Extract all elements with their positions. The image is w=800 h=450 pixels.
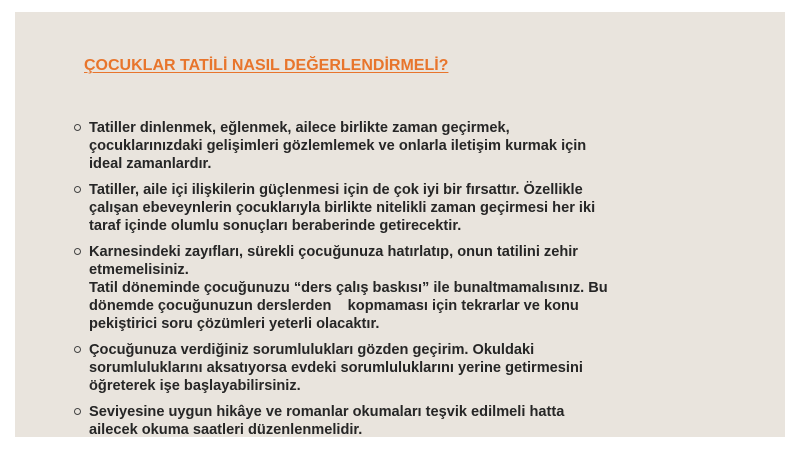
bullet-item: [74, 181, 724, 235]
bullet-line: Karnesindeki zayıfları, sürekli çocuğunuza hatırlatıp, onun tatilini zehir: [89, 244, 578, 260]
bullet-line: dönemde çocuğunuzun derslerden kopmaması için tekrarlar ve konu: [89, 298, 579, 314]
bullet-line: ailecek okuma saatleri düzenlenmelidir.: [89, 422, 363, 438]
bullet-line: taraf içinde olumlu sonuçları beraberinde getirecektir.: [89, 218, 462, 234]
bullet-line: ideal zamanlardır.: [89, 156, 212, 172]
bullet-circle-icon: [74, 346, 81, 353]
bullet-circle-icon: [74, 248, 81, 255]
bullet-item: [74, 341, 724, 395]
bullet-circle-icon: [74, 124, 81, 131]
bullet-line: çocuklarınızdaki gelişimleri gözlemlemek ve onlarla iletişim kurmak için: [89, 138, 587, 154]
bullet-circle-icon: [74, 408, 81, 415]
bullet-circle-icon: [74, 186, 81, 193]
bullet-line: Çocuğunuza verdiğiniz sorumlulukları gözden geçirim. Okuldaki: [89, 342, 535, 358]
bullet-line: çalışan ebeveynlerin çocuklarıyla birlikte nitelikli zaman geçirmesi her iki: [89, 200, 596, 216]
bullet-line: pekiştirici soru çözümleri yeterli olacaktır.: [89, 316, 380, 332]
bullet-item: [74, 403, 724, 439]
bullet-line: Seviyesine uygun hikâye ve romanlar okumaları teşvik edilmeli hatta: [89, 404, 565, 420]
bullet-line: sorumluluklarını aksatıyorsa evdeki sorumluluklarını yerine getirmesini: [89, 360, 583, 376]
slide-title: ÇOCUKLAR TATİLİ NASIL DEĞERLENDİRMELİ?: [84, 57, 449, 74]
bullet-line: öğreterek işe başlayabilirsiniz.: [89, 378, 301, 394]
bullet-item: [74, 243, 724, 333]
bullet-line: Tatiller, aile içi ilişkilerin güçlenmesi için de çok iyi bir fırsattır. Özellikle: [89, 182, 583, 198]
bullet-list: [74, 119, 724, 447]
bullet-item: [74, 119, 724, 173]
bullet-line: Tatil döneminde çocuğunuzu “ders çalış baskısı” ile bunaltmamalısınız. Bu: [89, 280, 608, 296]
bullet-line: etmemelisiniz.: [89, 262, 189, 278]
bullet-line: Tatiller dinlenmek, eğlenmek, ailece birlikte zaman geçirmek,: [89, 120, 510, 136]
